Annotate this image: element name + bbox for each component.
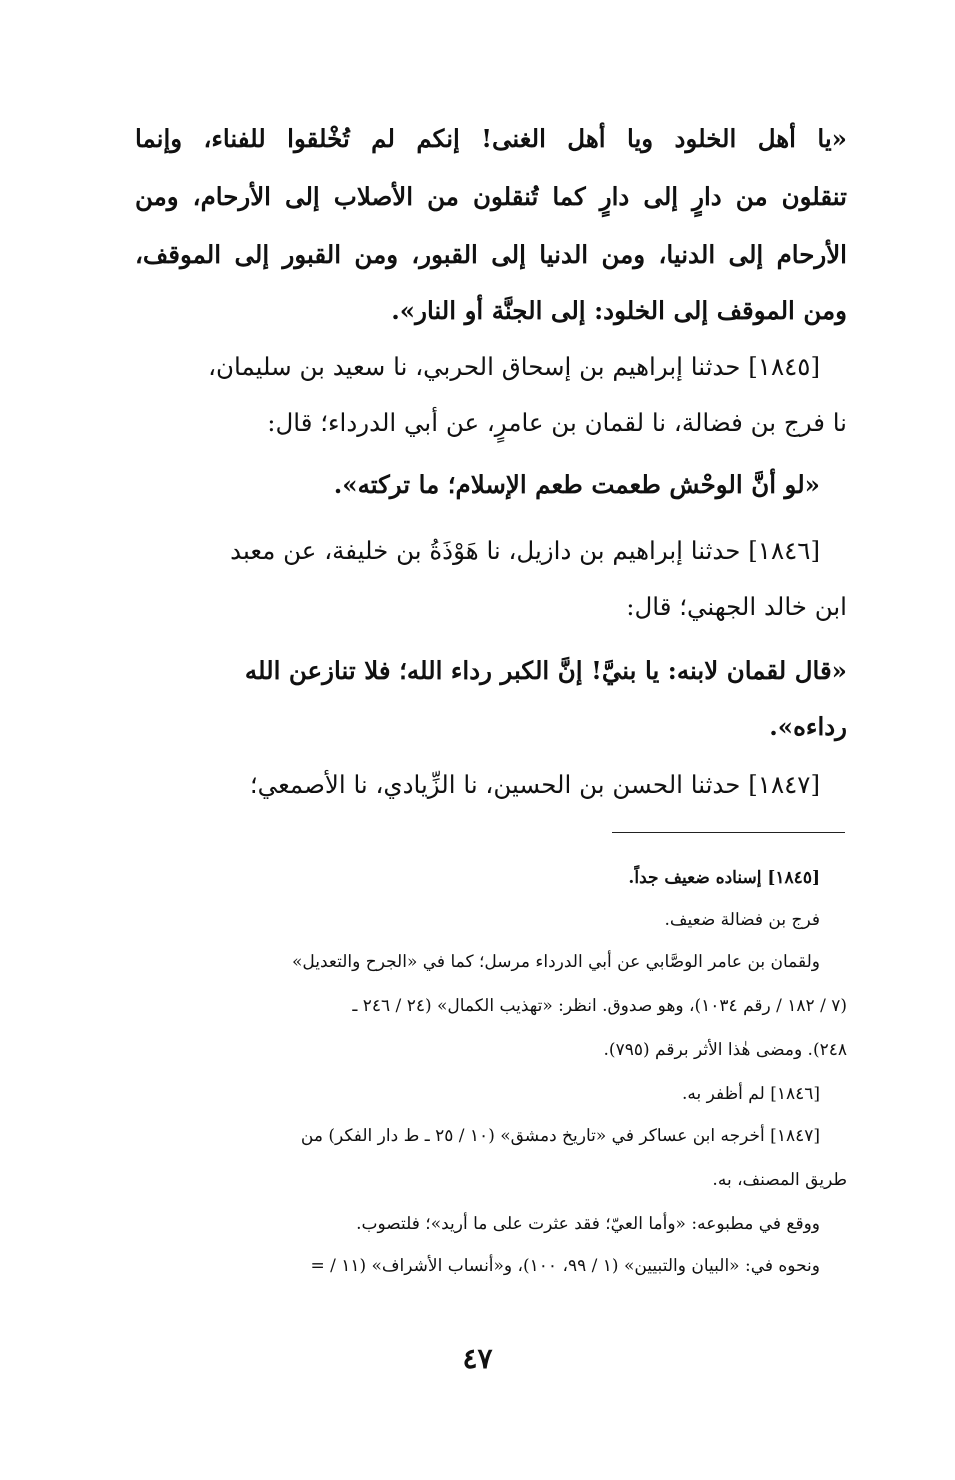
hadith-1846-line-1: [١٨٤٦] حدثنا إبراهيم بن دازيل، نا هَوْذَةُ بن خليفة، عن معبد — [230, 536, 820, 565]
footnote-1847-line-4: ونحوه في: «البيان والتبيين» (١ / ٩٩، ١٠٠)، و«أنساب الأشراف» (١١ / = — [310, 1256, 820, 1276]
footnote-1847-line-2: طريق المصنف، به. — [712, 1170, 847, 1190]
footnote-1847-line-3: ووقع في مطبوعه: «وأما العيّ؛ فقد عثرت على ما أريد»؛ فلتصوب. — [356, 1214, 820, 1234]
footnote-1846: [١٨٤٦] لم أظفر به. — [682, 1084, 820, 1104]
footnote-1845-line-2: فرج بن فضالة ضعيف. — [664, 910, 820, 930]
hadith-1845-line-1: [١٨٤٥] حدثنا إبراهيم بن إسحاق الحربي، نا سعيد بن سليمان، — [208, 352, 820, 381]
hadith-1847-line-1: [١٨٤٧] حدثنا الحسن بن الحسين، نا الزِّيادي، نا الأصمعي؛ — [249, 770, 820, 799]
footnote-1847-line-1: [١٨٤٧] أخرجه ابن عساكر في «تاريخ دمشق» (١٠ / ٢٥ ـ ط دار الفكر) من — [300, 1126, 820, 1146]
hadith-1845-line-2: نا فرج بن فضالة، نا لقمان بن عامرٍ، عن أبي الدرداء؛ قال: — [267, 408, 847, 437]
hadith-1846-quote-line-1: «قال لقمان لابنه: يا بنيَّ! إنَّ الكبر رداء الله؛ فلا تنازعن الله — [244, 656, 847, 685]
hadith-1846-line-2: ابن خالد الجهني؛ قال: — [626, 592, 847, 621]
main-line-2: تنقلون من دارٍ إلى دارٍ كما تُنقلون من الأصلاب إلى الأرحام، ومن — [135, 182, 847, 211]
footnote-1845-line-5: ٢٤٨). ومضى هٰذا الأثر برقم (٧٩٥). — [603, 1040, 847, 1060]
main-line-3: الأرحام إلى الدنيا، ومن الدنيا إلى القبور، ومن القبور إلى الموقف، — [135, 240, 847, 269]
footnote-separator — [612, 832, 845, 833]
footnote-1845-title: [١٨٤٥] إسناده ضعيف جداً. — [628, 868, 820, 888]
footnote-1845-line-4: (٧ / ١٨٢ / رقم ١٠٣٤)، وهو صدوق. انظر: «تهذيب الكمال» (٢٤ / ٢٤٦ ـ — [352, 996, 847, 1016]
hadith-1845-quote: «لو أنَّ الوحْش طعمت طعم الإسلام؛ ما تركته». — [333, 470, 820, 499]
footnote-1845-line-3: ولقمان بن عامر الوصَّابي عن أبي الدرداء مرسل؛ كما في «الجرح والتعديل» — [291, 952, 820, 972]
hadith-1846-quote-line-2: رداءه». — [769, 712, 847, 741]
main-line-4: ومن الموقف إلى الخلود: إلى الجنَّة أو النار». — [391, 296, 847, 325]
main-line-1: «يا أهل الخلود ويا أهل الغنى! إنكم لم تُخْلقوا للفناء، وإنما — [135, 124, 847, 153]
page-number: ٤٧ — [462, 1342, 493, 1375]
